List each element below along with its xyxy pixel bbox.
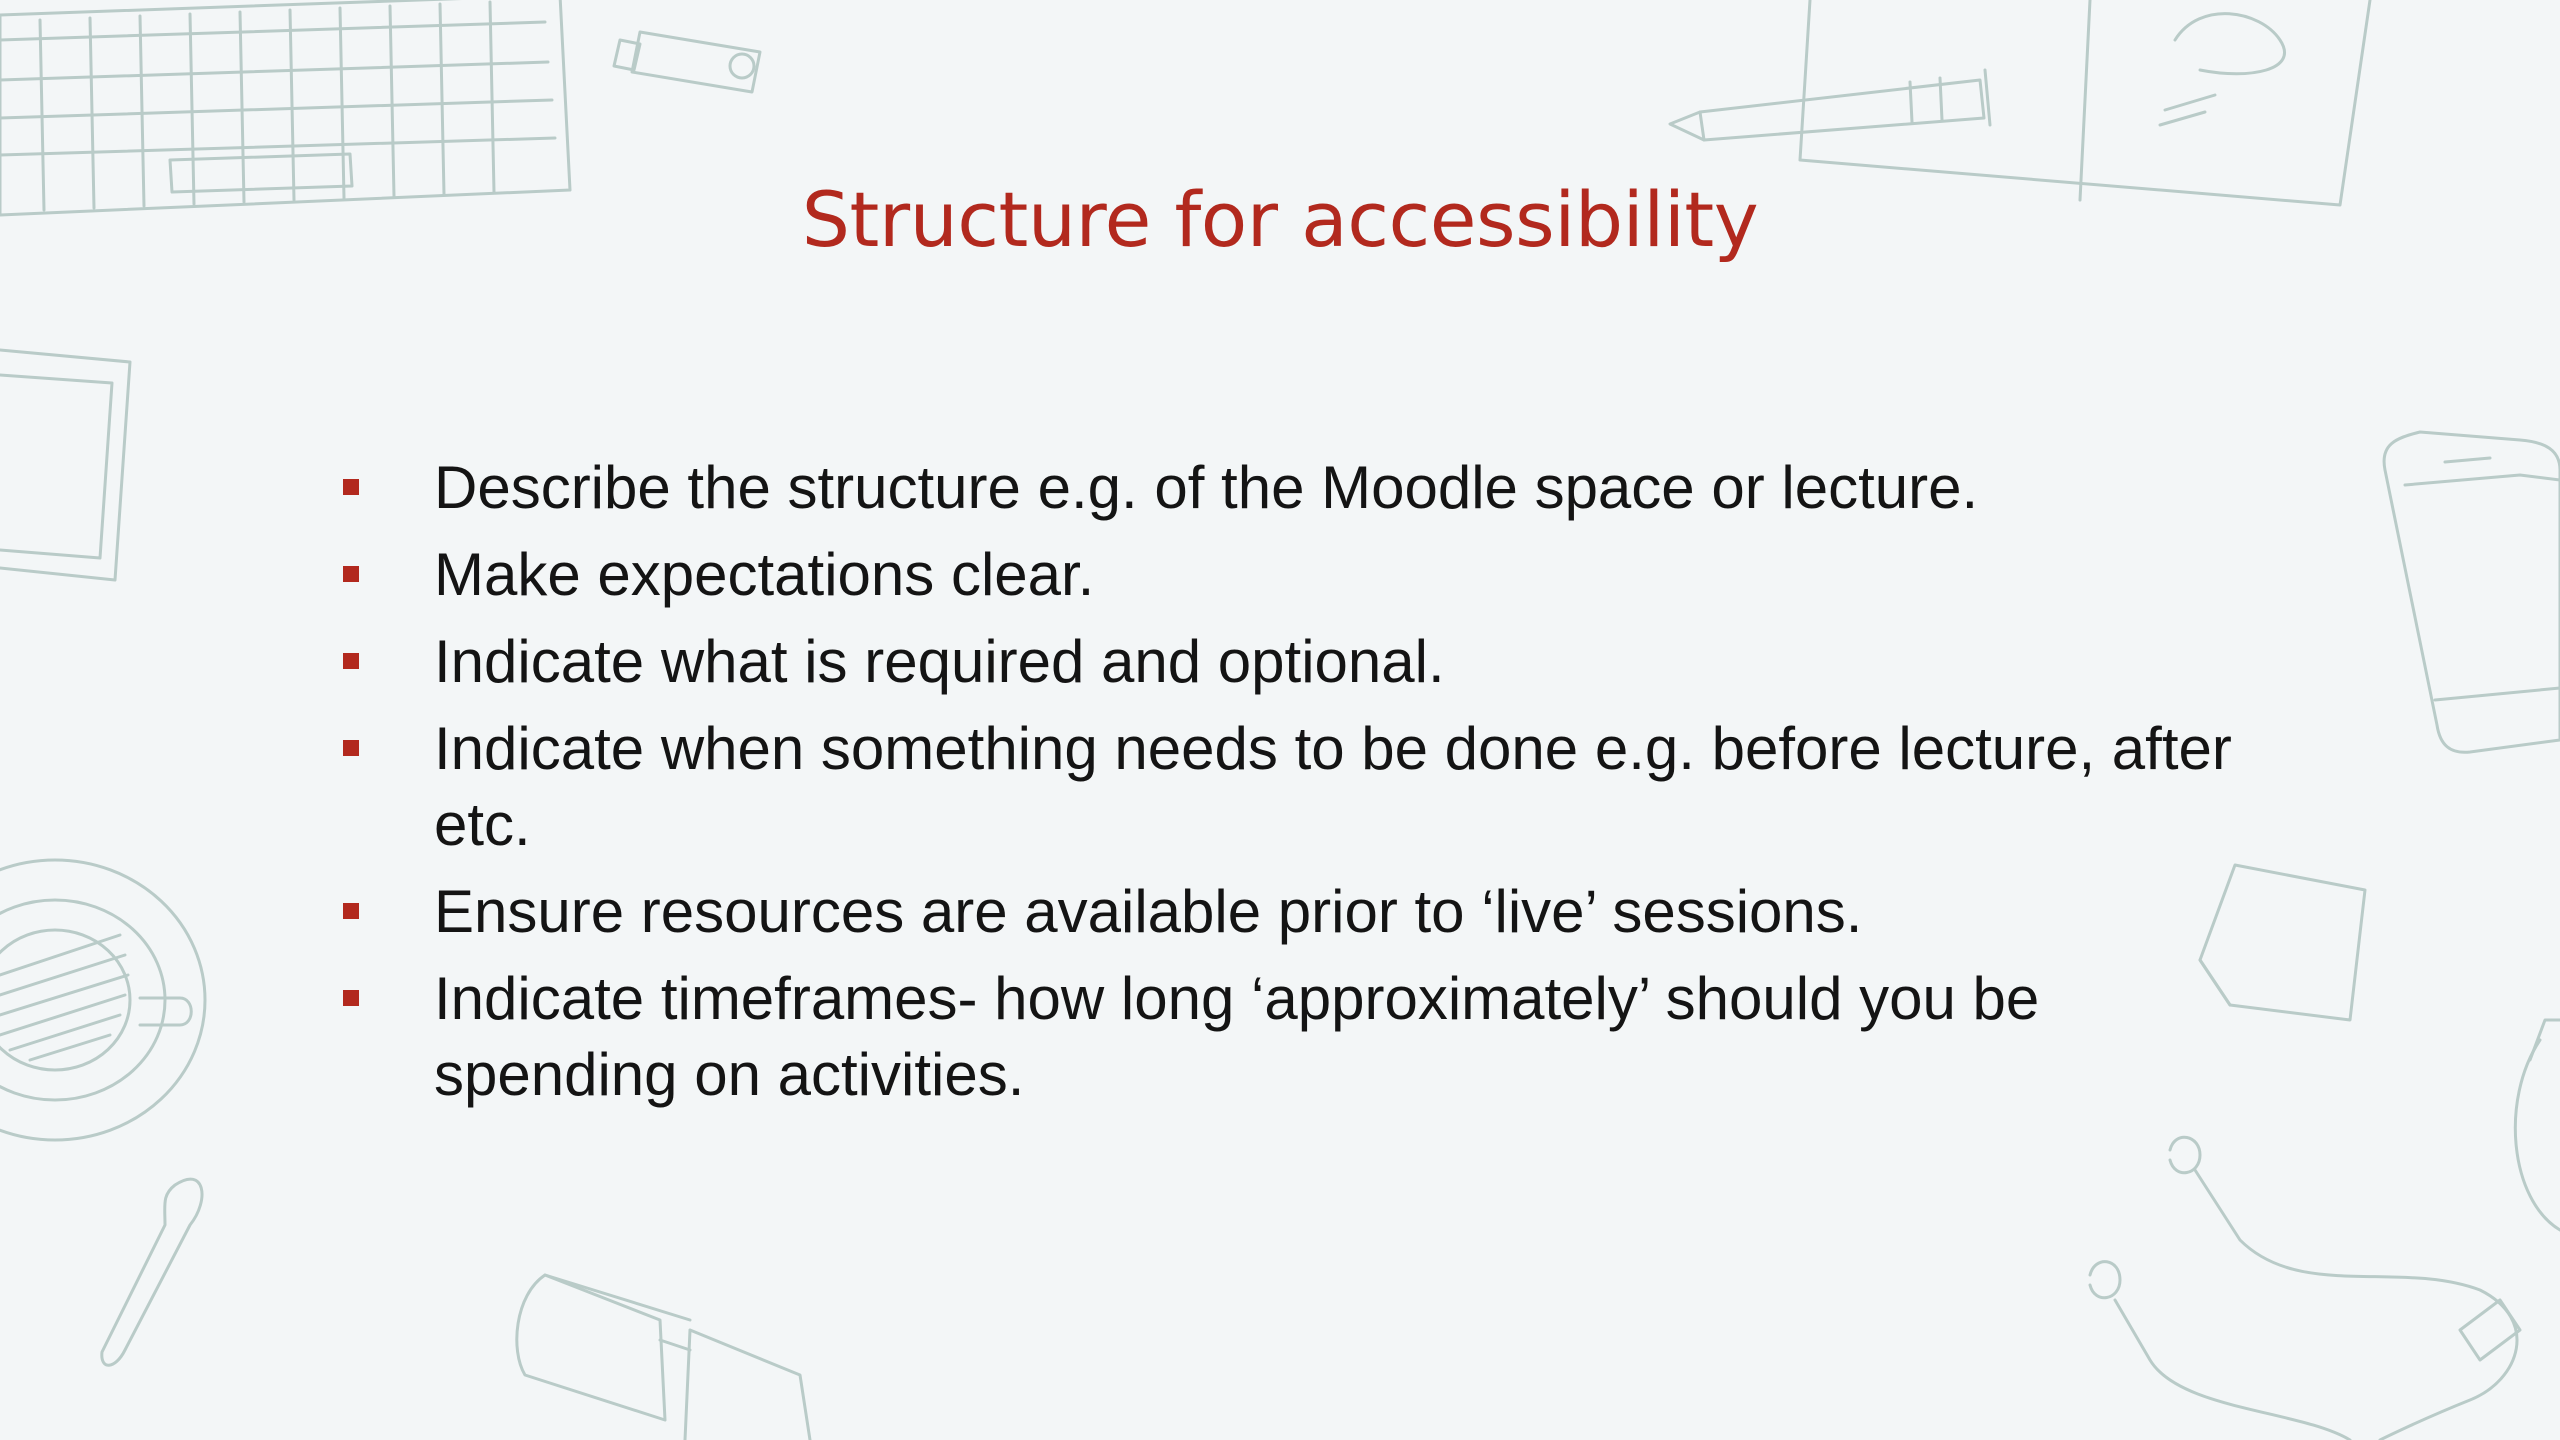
bullet-text: Indicate when something needs to be done e.g. before lecture, after etc.: [434, 715, 2232, 858]
bullet-item: [340, 537, 2240, 613]
usb-drive-sketch: [614, 32, 760, 92]
phone-sketch: [2384, 432, 2560, 752]
square-bullet-icon: [343, 740, 359, 756]
bullet-text: Indicate what is required and optional.: [434, 628, 1445, 695]
bullet-item: [340, 711, 2240, 863]
bullet-text: Ensure resources are available prior to ‘live’ sessions.: [434, 878, 1863, 945]
bullet-list: [340, 450, 2240, 1124]
bullet-item: [340, 961, 2240, 1113]
bullet-item: [340, 624, 2240, 700]
pen-sketch: [1670, 70, 1990, 140]
square-bullet-icon: [343, 566, 359, 582]
bullet-text: Describe the structure e.g. of the Moodle space or lecture.: [434, 454, 1979, 521]
square-bullet-icon: [343, 903, 359, 919]
glasses-sketch: [517, 1275, 810, 1440]
bullet-text: Make expectations clear.: [434, 541, 1095, 608]
bullet-item: [340, 450, 2240, 526]
tablet-sketch: [0, 350, 130, 580]
bullet-text: Indicate timeframes- how long ‘approximately’ should you be spending on activities.: [434, 965, 2040, 1108]
coffee-cup-sketch: [0, 860, 205, 1140]
bullet-item: [340, 874, 2240, 950]
slide-title: Structure for accessibility: [801, 175, 1759, 264]
spoon-sketch: [102, 1179, 202, 1365]
square-bullet-icon: [343, 653, 359, 669]
square-bullet-icon: [343, 479, 359, 495]
square-bullet-icon: [343, 990, 359, 1006]
